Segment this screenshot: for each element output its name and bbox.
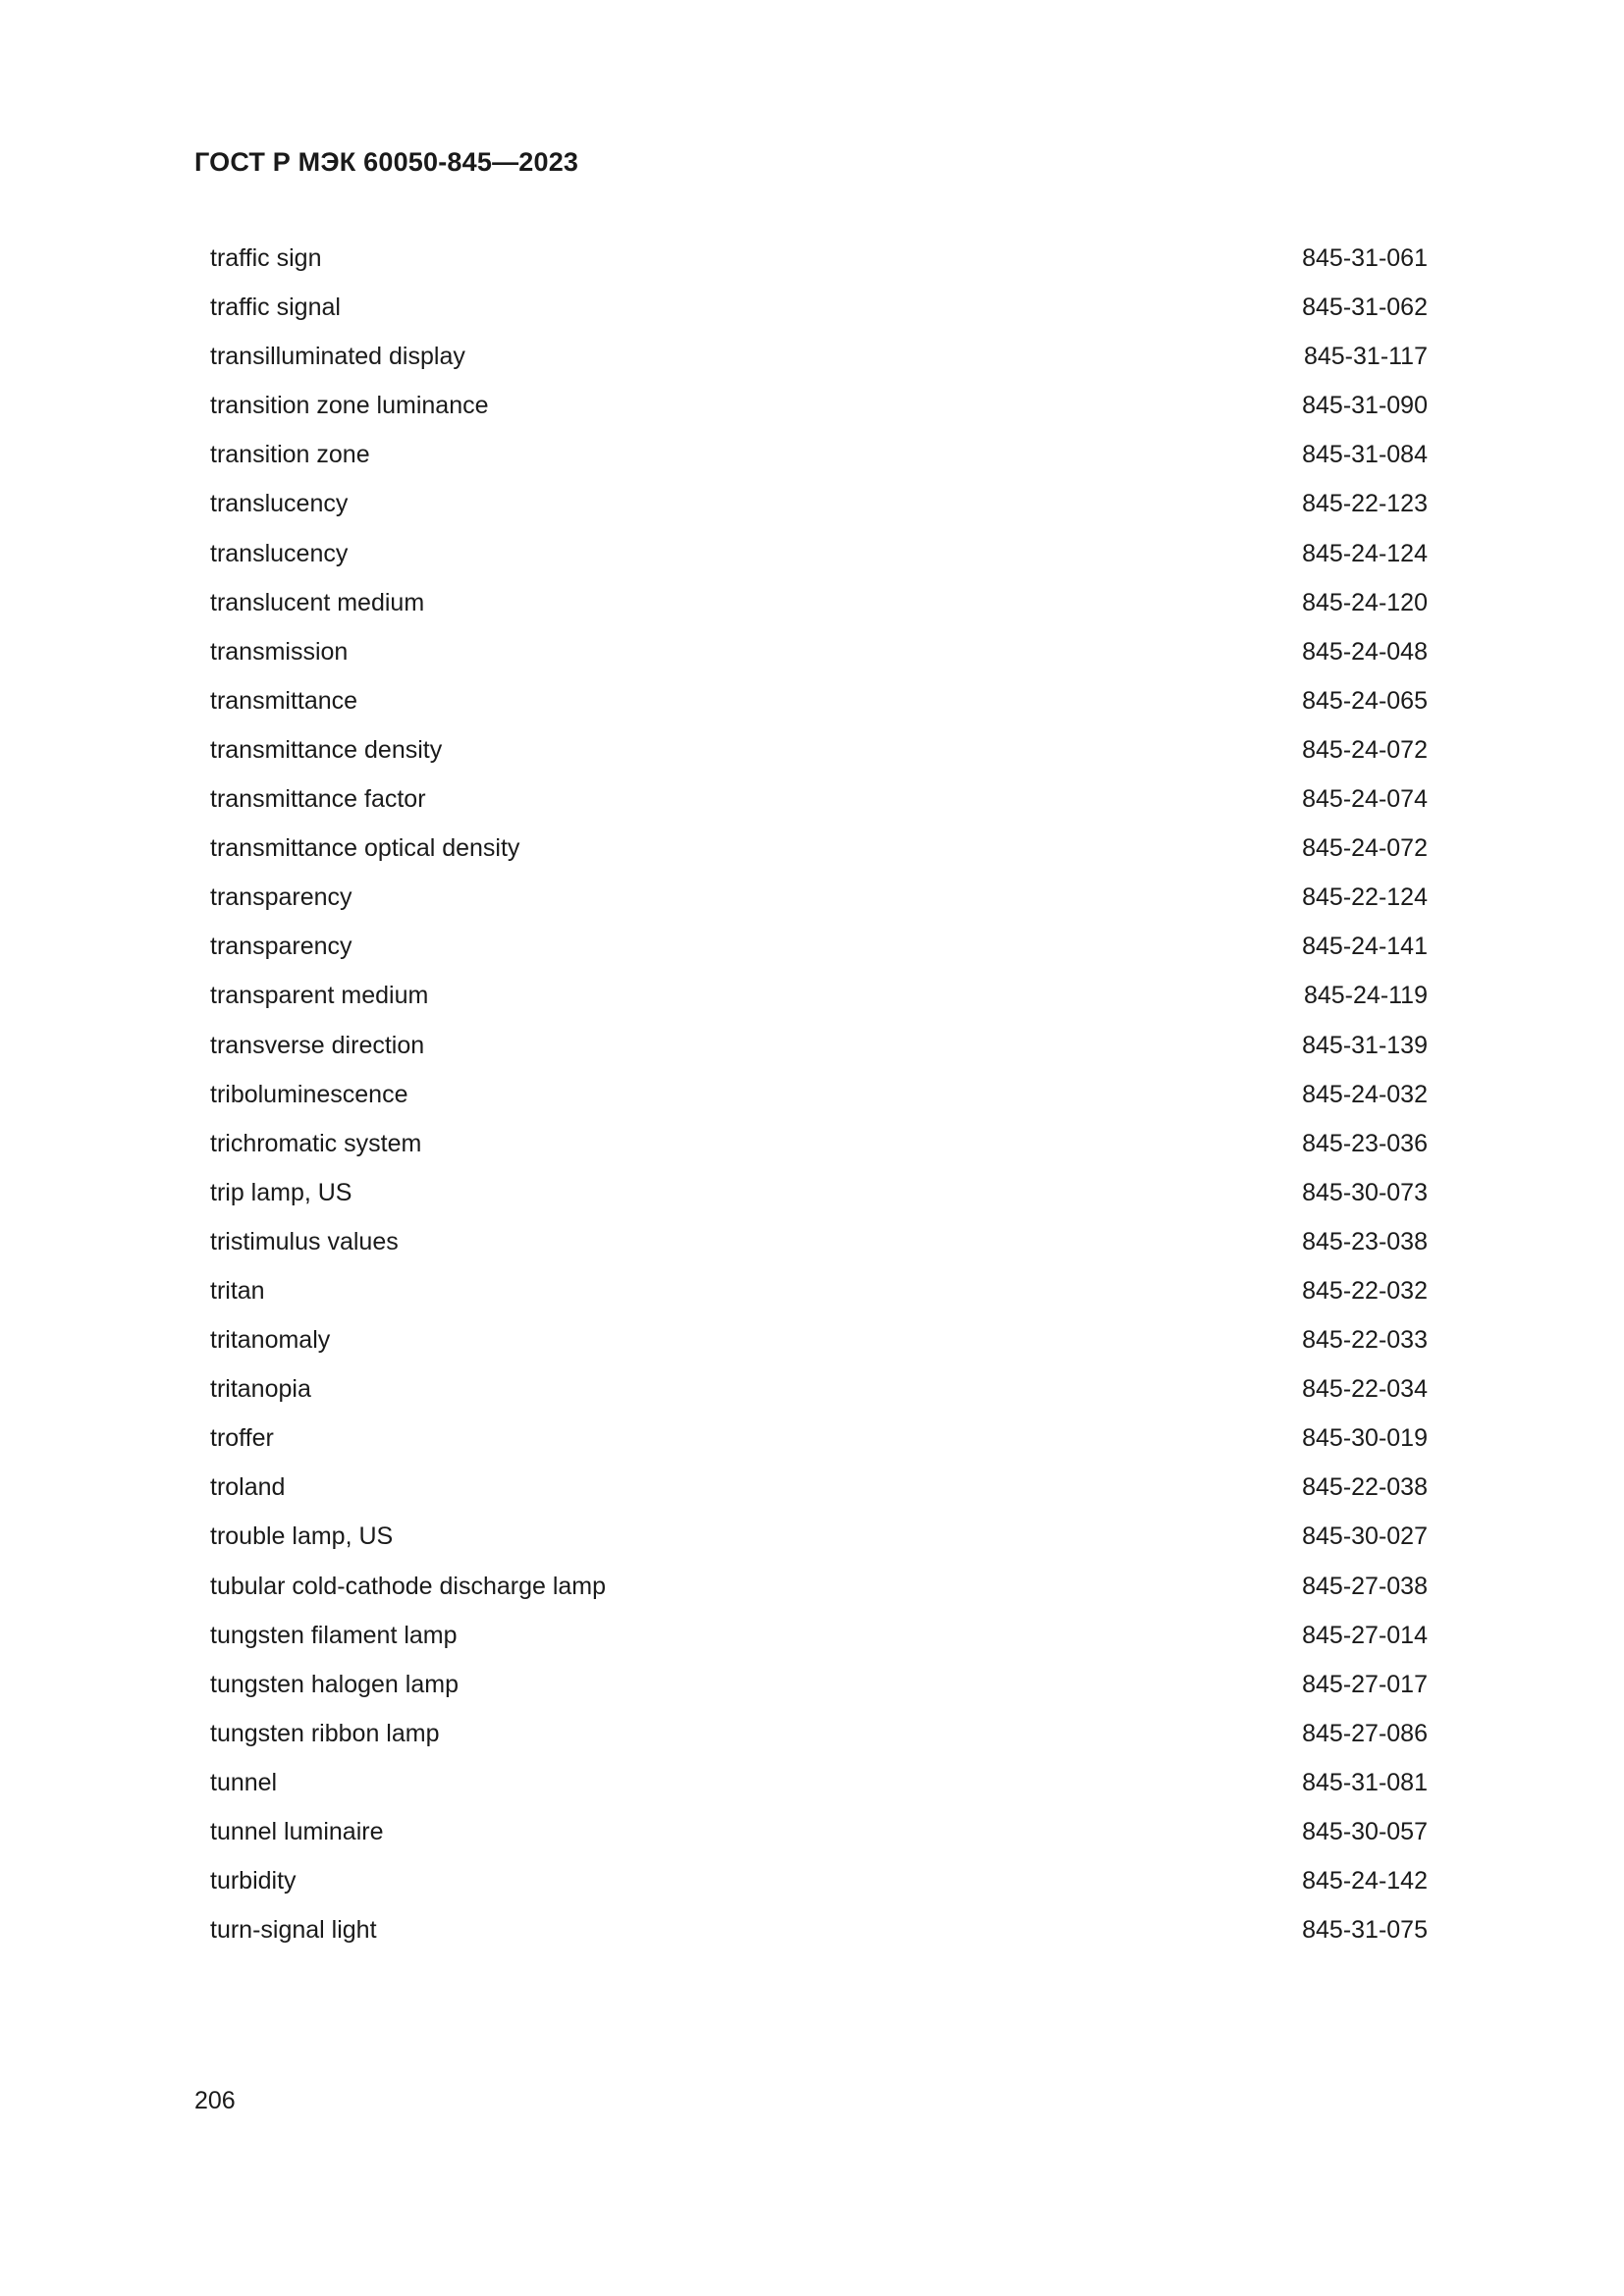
document-header: ГОСТ Р МЭК 60050-845—2023 bbox=[194, 147, 579, 177]
term-code: 845-24-119 bbox=[1303, 982, 1428, 1010]
term-label: tristimulus values bbox=[210, 1227, 399, 1255]
term-label: triboluminescence bbox=[210, 1080, 408, 1108]
term-code: 845-31-081 bbox=[1302, 1768, 1428, 1796]
term-label: tunnel bbox=[210, 1768, 278, 1796]
term-label: traffic signal bbox=[210, 294, 341, 322]
term-label: translucency bbox=[210, 539, 349, 567]
term-code: 845-23-038 bbox=[1302, 1227, 1428, 1255]
term-row bbox=[210, 1714, 1428, 1763]
term-label: transmission bbox=[210, 637, 349, 666]
term-row bbox=[210, 828, 1428, 878]
term-label: transilluminated display bbox=[210, 343, 465, 371]
term-code: 845-27-086 bbox=[1302, 1719, 1428, 1747]
term-code: 845-24-142 bbox=[1302, 1867, 1428, 1896]
term-row bbox=[210, 1173, 1428, 1222]
term-code: 845-22-124 bbox=[1302, 883, 1428, 912]
term-label: troland bbox=[210, 1473, 286, 1502]
term-row bbox=[210, 976, 1428, 1025]
term-row bbox=[210, 1271, 1428, 1320]
term-row bbox=[210, 1812, 1428, 1861]
term-row bbox=[210, 779, 1428, 828]
term-label: traffic sign bbox=[210, 244, 322, 272]
term-label: trip lamp, US bbox=[210, 1178, 352, 1206]
term-row bbox=[210, 1665, 1428, 1714]
term-row bbox=[210, 1222, 1428, 1271]
term-row bbox=[210, 1124, 1428, 1173]
term-row bbox=[210, 534, 1428, 583]
term-label: transmittance optical density bbox=[210, 834, 520, 863]
term-label: transparent medium bbox=[210, 982, 429, 1010]
term-row bbox=[210, 1468, 1428, 1517]
term-code: 845-24-032 bbox=[1302, 1080, 1428, 1108]
term-label: tungsten filament lamp bbox=[210, 1621, 458, 1649]
term-row bbox=[210, 1418, 1428, 1468]
term-code: 845-22-123 bbox=[1302, 490, 1428, 518]
page-number: 206 bbox=[194, 2087, 236, 2114]
term-code: 845-24-120 bbox=[1302, 588, 1428, 616]
term-label: transparency bbox=[210, 883, 352, 912]
term-row bbox=[210, 484, 1428, 533]
term-row bbox=[210, 337, 1428, 386]
term-code: 845-30-073 bbox=[1302, 1178, 1428, 1206]
term-code: 845-24-074 bbox=[1302, 785, 1428, 814]
term-code: 845-31-075 bbox=[1302, 1916, 1428, 1945]
term-row bbox=[210, 1567, 1428, 1616]
term-row bbox=[210, 288, 1428, 337]
term-label: tritanopia bbox=[210, 1375, 311, 1404]
term-code: 845-24-072 bbox=[1302, 834, 1428, 863]
term-label: trichromatic system bbox=[210, 1129, 422, 1157]
term-row bbox=[210, 583, 1428, 632]
term-row bbox=[210, 1910, 1428, 1959]
term-code: 845-31-139 bbox=[1302, 1031, 1428, 1059]
term-label: turbidity bbox=[210, 1867, 297, 1896]
term-row bbox=[210, 1320, 1428, 1369]
term-row bbox=[210, 730, 1428, 779]
term-row bbox=[210, 878, 1428, 927]
term-code: 845-30-027 bbox=[1302, 1522, 1428, 1551]
term-row bbox=[210, 1517, 1428, 1566]
term-code: 845-22-034 bbox=[1302, 1375, 1428, 1404]
term-code: 845-22-032 bbox=[1302, 1276, 1428, 1305]
term-label: transmittance factor bbox=[210, 785, 426, 814]
term-code: 845-24-141 bbox=[1302, 933, 1428, 961]
term-row bbox=[210, 1616, 1428, 1665]
term-row bbox=[210, 1861, 1428, 1910]
term-label: translucency bbox=[210, 490, 349, 518]
term-code: 845-31-117 bbox=[1303, 343, 1428, 371]
term-label: transition zone luminance bbox=[210, 392, 489, 420]
term-code: 845-27-014 bbox=[1302, 1621, 1428, 1649]
term-code: 845-24-065 bbox=[1302, 686, 1428, 715]
term-row bbox=[210, 632, 1428, 681]
term-code: 845-22-033 bbox=[1302, 1326, 1428, 1355]
term-label: tritan bbox=[210, 1276, 265, 1305]
term-code: 845-31-061 bbox=[1302, 244, 1428, 272]
term-label: troffer bbox=[210, 1424, 274, 1453]
term-row bbox=[210, 1763, 1428, 1812]
term-label: turn-signal light bbox=[210, 1916, 377, 1945]
term-code: 845-22-038 bbox=[1302, 1473, 1428, 1502]
term-code: 845-24-072 bbox=[1302, 735, 1428, 764]
term-row bbox=[210, 927, 1428, 976]
term-label: tritanomaly bbox=[210, 1326, 331, 1355]
term-code: 845-27-017 bbox=[1302, 1670, 1428, 1698]
term-row bbox=[210, 435, 1428, 484]
term-label: trouble lamp, US bbox=[210, 1522, 394, 1551]
term-label: tungsten ribbon lamp bbox=[210, 1719, 440, 1747]
term-label: tubular cold-cathode discharge lamp bbox=[210, 1572, 607, 1600]
term-label: transverse direction bbox=[210, 1031, 425, 1059]
term-code: 845-30-057 bbox=[1302, 1818, 1428, 1845]
term-label: translucent medium bbox=[210, 588, 425, 616]
term-code: 845-27-038 bbox=[1302, 1572, 1428, 1600]
term-code: 845-31-084 bbox=[1302, 441, 1428, 469]
term-code: 845-31-090 bbox=[1302, 392, 1428, 420]
term-label: transition zone bbox=[210, 441, 370, 469]
term-row bbox=[210, 386, 1428, 435]
term-row bbox=[210, 239, 1428, 288]
term-row bbox=[210, 1026, 1428, 1075]
term-label: transmittance density bbox=[210, 735, 443, 764]
term-label: transparency bbox=[210, 933, 352, 961]
term-code: 845-30-019 bbox=[1302, 1424, 1428, 1453]
term-row bbox=[210, 681, 1428, 730]
term-code: 845-23-036 bbox=[1302, 1129, 1428, 1157]
term-code: 845-24-048 bbox=[1302, 637, 1428, 666]
term-index-list bbox=[210, 239, 1428, 1959]
term-code: 845-24-124 bbox=[1302, 539, 1428, 567]
term-label: tunnel luminaire bbox=[210, 1818, 384, 1845]
term-row bbox=[210, 1075, 1428, 1124]
term-label: tungsten halogen lamp bbox=[210, 1670, 459, 1698]
term-row bbox=[210, 1369, 1428, 1418]
term-label: transmittance bbox=[210, 686, 358, 715]
term-code: 845-31-062 bbox=[1302, 294, 1428, 322]
